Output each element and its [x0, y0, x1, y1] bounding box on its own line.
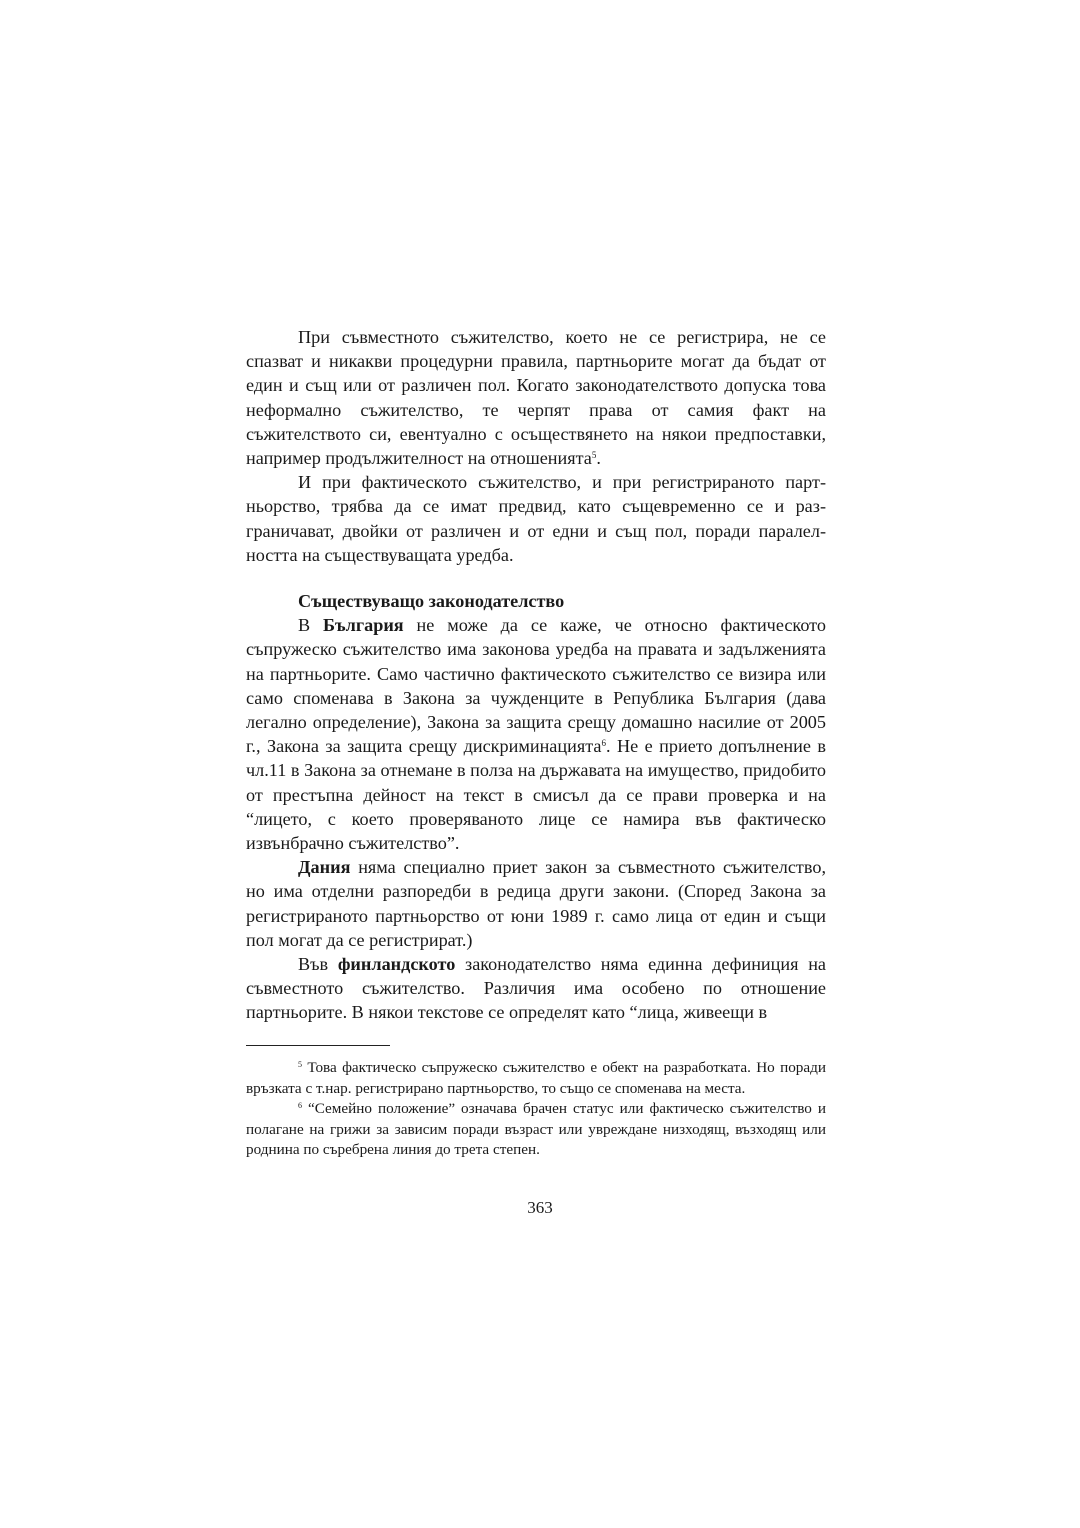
footnote-divider	[246, 1045, 390, 1046]
paragraph-bg-end: . Не е прието допълнение в чл.11 в Закона за отнемане в полза на държавата на имущество, придобито от престъпна дейност на текст в смисъл да се прави проверка и на “лицето, с което проверяваното лице се намира във фактическо извънбрачно съжителство”.	[246, 736, 826, 854]
paragraph-fi-start: Във	[298, 954, 338, 975]
body-text-legislation	[246, 589, 826, 1025]
paragraph-end: .	[596, 448, 601, 469]
footnote-5	[246, 1058, 826, 1099]
country-finland: финландското	[337, 954, 456, 975]
body-text-top	[246, 325, 826, 567]
paragraph-bg-start: В	[298, 615, 324, 636]
paragraph-partnership: И при фактическото съжителство, и при регистрираното партньорство, трябва да се имат предвид, като същевременно се и разграничават, двойки от различен и от едни и същ пол, поради паралелността на съществуващата уредба.	[246, 472, 826, 565]
country-denmark: Дания	[298, 857, 351, 878]
country-bulgaria: България	[323, 615, 404, 636]
footnote-ref-5: 5	[591, 450, 597, 461]
paragraph-finland	[246, 952, 826, 1025]
footnote-ref-6: 6	[601, 738, 606, 749]
paragraph-cohabitation	[246, 325, 826, 470]
paragraph-bulgaria	[246, 613, 826, 855]
section-heading: Съществуващо законодателство	[298, 591, 565, 611]
paragraph-bg-text: не може да се каже, че относно фактическото съпружеско съжителство има законова уредба на правата и задълженията на партньорите. Само частично фактическото съжителство се визира или само споменава в Закона за чужденците в Република България (дава легално определение), Закона за защита срещу домашно насилие от 2005 г., Закона за защита срещу дискриминацията	[246, 615, 826, 757]
paragraph-text: При съвместното съжителство, което не се регистрира, не се спазват и никакви процедурни правила, партньорите могат да бъдат от един и същ или от различен пол. Когато законодателството допуска това неформално съжителство, те черпят права от самия факт на съжителството си, евентуално с осъществянето на някои предпоставки, например продължителност на отношенията	[246, 327, 826, 469]
paragraph-fi-text: законодателство няма единна дефиниция на съвместното съжителство. Различия има особено по отношение партньорите. В някои текстове се определят като “лица, живеещи в	[246, 954, 826, 1023]
paragraph-denmark	[246, 855, 826, 952]
footnote-6-number: 6	[298, 1101, 302, 1110]
page-number: 363	[527, 1198, 553, 1217]
footnote-5-text: Това фактическо съпружеско съжителство е обект на разработката. Но поради връзката с т.нар. регистрирано партньорство, то също се споменава на места.	[246, 1059, 826, 1097]
footnotes	[246, 1058, 826, 1161]
paragraph-dk-text: няма специално приет закон за съвместното съжителство, но има отделни разпоредби в редица други закони. (Според Закона за регистрираното партньорство от юни 1989 г. само лица от един и същи пол могат да се регистрират.)	[246, 857, 826, 950]
footnote-6-text: “Семейно положение” означава брачен статус или фактическо съжителство и полагане на грижи за зависим поради възраст или увреждане низходящ, възходящ или роднина по съребрена линия до трета степен.	[246, 1100, 826, 1158]
footnote-6	[246, 1099, 826, 1161]
footnote-5-number: 5	[298, 1060, 302, 1069]
